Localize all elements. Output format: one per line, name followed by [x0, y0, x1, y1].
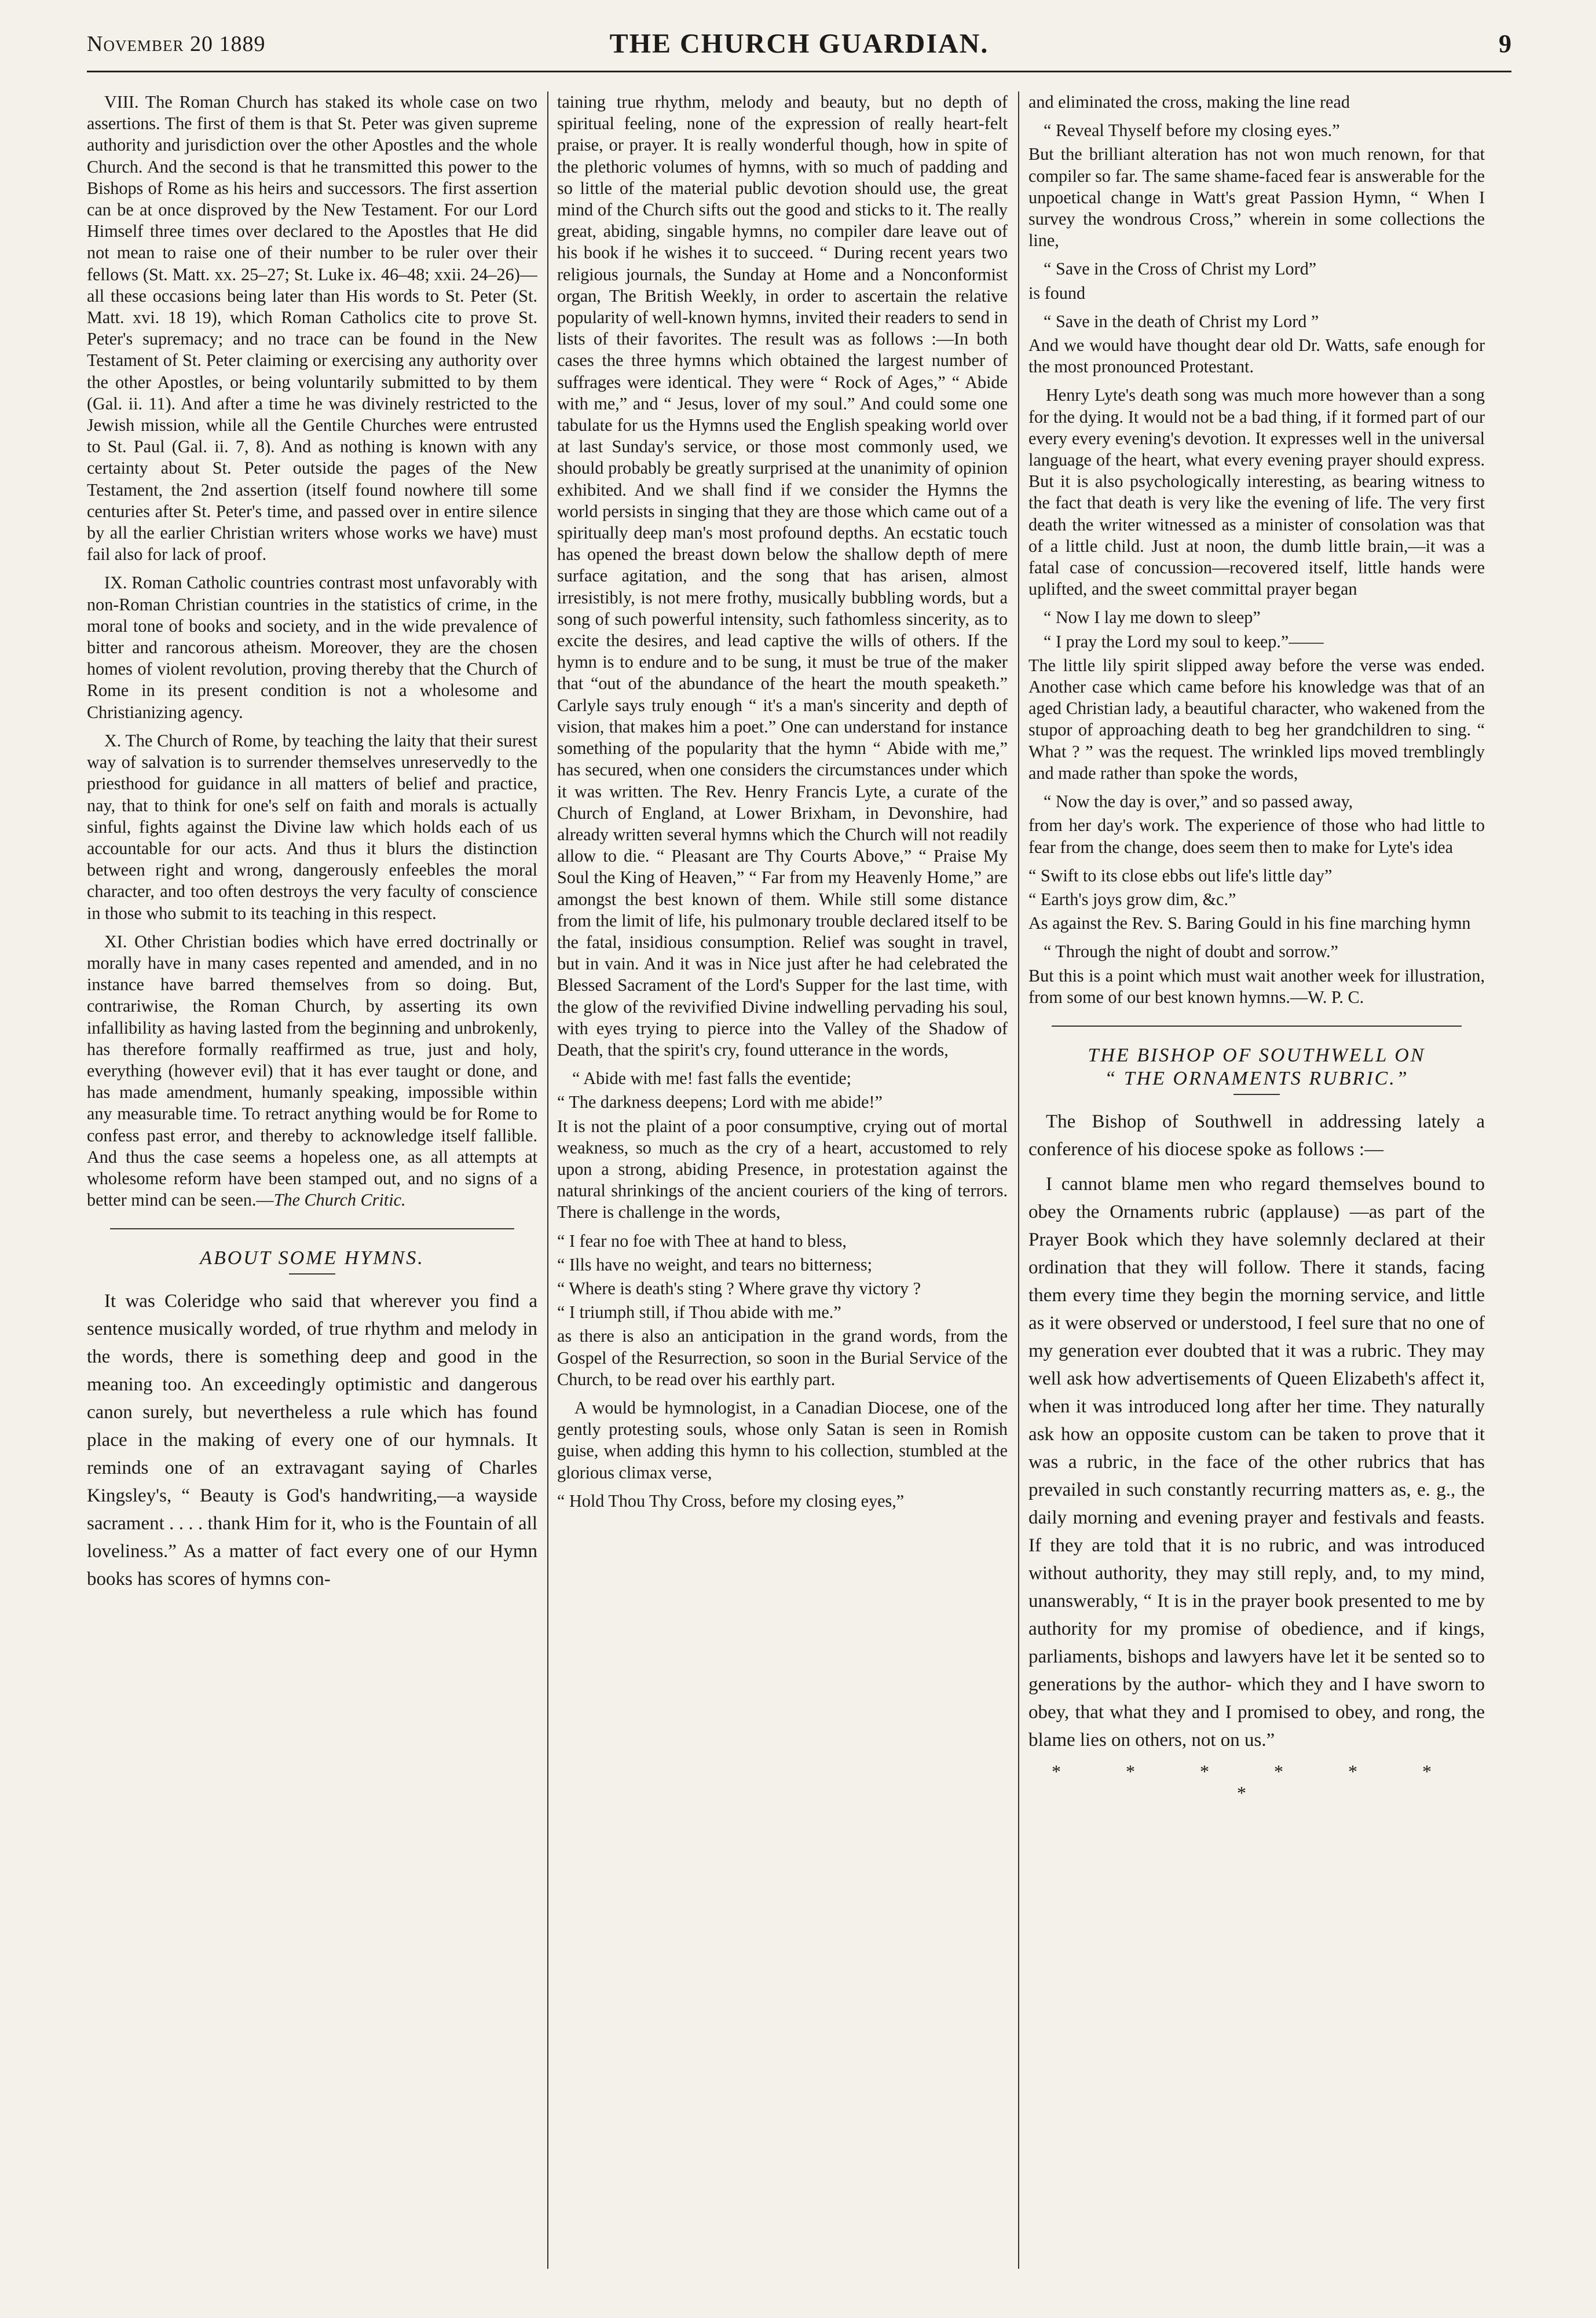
article-paragraph: It was Coleridge who said that wherever you find a sentence musically worded, of true rhythm and melody in the words, there is something deep and good in the meaning too. An exceedingly optimistic and dangerous canon surely, but nevertheless a rule which has found place in the making of every one of our hymnals. It reminds one of an extravagant saying of Charles Kingsley's, “ Beauty is God's handwriting,—a wayside sacrament . . . . thank Him for it, who is the Fountain of all loveliness.” As a matter of fact every one of our Hymn books has scores of hymns con-	[87, 1291, 537, 1590]
page-number: 9	[1499, 30, 1511, 58]
section-heading-hymns: ABOUT SOME HYMNS.	[200, 1247, 424, 1269]
masthead-title: THE CHURCH GUARDIAN.	[609, 28, 989, 59]
verse-line: “ The darkness deepens; Lord with me abide!”	[557, 1092, 883, 1112]
section-rule	[110, 1228, 514, 1229]
issue-date: November 20 1889	[87, 32, 266, 56]
heading-line: “ THE ORNAMENTS RUBRIC.”	[1104, 1067, 1409, 1089]
verse-line: “ Where is death's sting ? Where grave thy victory ?	[557, 1278, 921, 1298]
verse-line: “ I triumph still, if Thou abide with me.”	[557, 1302, 841, 1323]
verse-line: “ Through the night of doubt and sorrow.”	[1044, 942, 1338, 962]
heading-rule	[1233, 1094, 1280, 1095]
verse-line: “ Save in the Cross of Christ my Lord”	[1044, 259, 1317, 279]
article-paragraph: Henry Lyte's death song was much more however than a song for the dying. It would not be a bad thing, if it formed part of our every every evening's devotion. It expresses well in the universal language of the heart, what every evening prayer should express. But it is also psychologically interesting, as bearing witness to the fact that death is very like the evening of life. The very first death the writer witnessed as a minister of consolation was that of a little child. Just at noon, the dumb little brain,—it was a fatal case of concussion—recovered itself, little hands were uplifted, and the sweet committal prayer began	[1028, 385, 1485, 599]
article-paragraph: X. The Church of Rome, by teaching the laity that their surest way of salvation is to surrender themselves unreservedly to the priesthood for guidance in all matters of belief and practice, nay, that to think for one's self on faith and morals is actually sinful, fights against the Divine law which holds each of us accountable for our acts. And thus it blurs the distinction between right and wrong, dangerously enfeebles the moral character, and too often destroys the very faculty of conscience in those who submit to its teaching in this respect.	[87, 730, 537, 923]
article-paragraph: is found	[1028, 283, 1086, 303]
article-paragraph: I cannot blame men who regard themselves bound to obey the Ornaments rubric (applause) —as part of the Prayer Book which they have solemnly declared at their ordination that they will follow. There it stands, facing them every time they begin the morning service, and little as it were observed or understood, I feel sure that no one of my generation ever doubted that it was a rubric. They may well ask how advertisements of Queen Elizabeth's affect it, when it was introduced long after her time. They naturally ask how an opposite custom can be taken to prove that it was a rubric, in the face of the other rubrics that has prevailed in such constantly recurring matters as, e. g., the daily morning and evening prayer and festivals and feasts. If they are told that it is no rubric, and was introduced without authority, they may still reply, and, to my mind, unanswerably, “ It is in the prayer book presented to me by authority for my promise of obedience, and if kings, parliaments, bishops and lawyers have let it be sented so to generations by the author- which they and I have sworn to obey, that what they and I promised to obey, and rong, the blame lies on others, not on us.”	[1028, 1173, 1485, 1751]
column-divider	[547, 91, 548, 2269]
paragraph-text: XI. Other Christian bodies which have erred doctrinally or morally have in many cases repented and amended, and in no instance have barred themselves from so doing. But, contrariwise, the Roman Church, by asserting its own infallibility as having lasted from the beginning and unbrokenly, has therefore formally reaffirmed as true, just and holy, everything (however evil) that it has ever taught or done, and has made amendment, humanly speaking, impossible within any measurable time. To retract anything would be for Rome to confess past error, and thereby to acknowledge itself fallible. And thus the case seems a hopeless one, as all attempts at wholesome reform have been stamped out, and no signs of a better mind can be seen.—	[87, 931, 537, 1210]
header-rule	[87, 71, 1511, 72]
article-paragraph: IX. Roman Catholic countries contrast most unfavorably with non-Roman Christian countries in the statistics of crime, in the moral tone of books and society, and in the wide prevalence of bitter and rancorous atheism. Moreover, they are the chosen homes of violent revolution, proving thereby that the Church of Rome in its present condition is not a wholesome and Christianizing agency.	[87, 573, 537, 722]
article-paragraph	[87, 931, 537, 1211]
section-end-stars: * * * * * * *	[1052, 1760, 1462, 1804]
article-paragraph: As against the Rev. S. Baring Gould in his fine marching hymn	[1028, 913, 1471, 933]
verse-line: “ Earth's joys grow dim, &c.”	[1028, 889, 1236, 909]
verse-line: “ Hold Thou Thy Cross, before my closing eyes,”	[557, 1491, 905, 1511]
section-rule	[1052, 1026, 1462, 1027]
verse-line: “ Swift to its close ebbs out life's little day”	[1028, 865, 1333, 885]
column-2	[557, 91, 1008, 2269]
verse-line: “ Ills have no weight, and tears no bitterness;	[557, 1254, 873, 1275]
column-1	[87, 91, 537, 2269]
verse-line: “ Abide with me! fast falls the eventide;	[572, 1068, 852, 1089]
article-paragraph: from her day's work. The experience of those who had little to fear from the change, does seem then to make for Lyte's idea	[1028, 815, 1485, 857]
article-paragraph: But the brilliant alteration has not won much renown, for that compiler so far. The same shame-faced fear is answerable for the unpoetical change in Watt's great Passion Hymn, “ When I survey the wondrous Cross,” wherein in some collections the line,	[1028, 144, 1485, 251]
column-divider	[1018, 91, 1019, 2269]
article-paragraph: taining true rhythm, melody and beauty, but no depth of spiritual feeling, none of the expression of really heart-felt praise, or prayer. It is really wonderful though, how in spite of the plethoric volumes of hymns, with so much of padding and so little of the material public devotion should use, the great mind of the Church sifts out the good and sticks to it. The really great, abiding, singable hymns, no compiler dare leave out of his book if he wishes it to succeed. “ During recent years two religious journals, the Sunday at Home and a Nonconformist organ, The British Weekly, in order to ascertain the relative popularity of well-known hymns, invited their readers to send in lists of their favorites. The result was as follows :—In both cases the three hymns which obtained the largest number of suffrages were identical. They were “ Rock of Ages,” “ Abide with me,” and “ Jesus, lover of my soul.” And could some one tabulate for us the Hymns used the English speaking world over at last Sunday's service, or those most commonly used, we should probably be greatly surprised at the unanimity of opinion exhibited. And we shall find if we consider the Hymns the world persists in singing that they are those which came out of a spiritually deep man's most profound depths. An ecstatic touch has opened the breast down below the shallow depth of mere surface agitation, and the song that has arisen, almost irresistibly, is not mere frothy, musically bubbling words, but a song of such powerful intensity, such fathomless sincerity, as to excite the desires, and lead captive the wills of others. If the hymn is to endure and to be sung, it must be true of the maker that “out of the abundance of the heart the mouth speaketh.” Carlyle says truly enough “ it's a man's sincerity and depth of vision, that makes him a poet.” One can understand for instance something of the popularity that the hymn “ Abide with me,” has secured, when one considers the circumstances under which it was written. The Rev. Henry Francis Lyte, a curate of the Church of England, at Lower Brixham, in Devonshire, had already written several hymns which the Church will not readily allow to die. “ Pleasant are Thy Courts Above,” “ Praise My Soul the King of Heaven,” “ Far from my Heavenly Home,” are amongst the best known of them. While still some distance from the limit of life, his pulmonary trouble declared itself to be the fatal, insidious consumption. Relief was sought in travel, but in vain. And it was in Nice just after he had celebrated the Blessed Sacrament of the Lord's Supper for the last time, with the glow of the revivified Divine indwelling pervading his soul, with eyes trying to pierce into the Valley of the Shadow of Death, that the spirit's cry, found utterance in the words,	[557, 92, 1008, 1060]
heading-line: THE BISHOP OF SOUTHWELL ON	[1088, 1044, 1426, 1066]
verse-line: “ Now I lay me down to sleep”	[1044, 607, 1261, 628]
verse-line: “ Save in the death of Christ my Lord ”	[1044, 311, 1319, 331]
verse-line: “ I fear no foe with Thee at hand to bless,	[557, 1231, 847, 1251]
verse-line: “ I pray the Lord my soul to keep.”——	[1044, 631, 1324, 651]
article-paragraph: VIII. The Roman Church has staked its whole case on two assertions. The first of them is that St. Peter was given supreme authority and jurisdiction over the other Apostles and the whole Church. And the second is that he transmitted this power to the Bishops of Rome as his heirs and successors. The first assertion can be at once disproved by the New Testament. For our Lord Himself three times over declared to the Apostles that He did not mean to raise one of their number to be ruler over their fellows (St. Matt. xx. 25–27; St. Luke ix. 46–48; xxii. 24–26)—all these occasions being later than His words to St. Peter (St. Matt. xvi. 18 19), which Roman Catholics cite to prove St. Peter's supremacy; and no trace can be found in the New Testament of St. Peter claiming or exercising any authority over the other Apostles, or being voluntarily submitted to by them (Gal. ii. 11). And after a time he was divinely restricted to the Jewish mission, while all the Gentile Churches were entrusted to St. Paul (Gal. ii. 7, 8). And as nothing is known with any certainty about St. Peter outside the pages of the New Testament, the 2nd assertion (itself found nowhere till some centuries after St. Peter's time, and passed over in entire silence by all the earlier Christian writers whose works we have) must fail also for lack of proof.	[87, 92, 537, 565]
article-paragraph: It is not the plaint of a poor consumptive, crying out of mortal weakness, so much as the cry of a heart, accustomed to rely upon a strong, abiding Presence, in protestation against the natural shrinkings of the ancient couriers of the king of terrors. There is challenge in the words,	[557, 1116, 1008, 1222]
article-paragraph: as there is also an anticipation in the grand words, from the Gospel of the Resurrection, so soon in the Burial Service of the Church, to be read over his earthly part.	[557, 1326, 1008, 1389]
column-3	[1028, 91, 1485, 2269]
article-paragraph: and eliminated the cross, making the line read	[1028, 92, 1350, 112]
running-head	[75, 21, 1523, 61]
source-citation: The Church Critic.	[273, 1190, 406, 1210]
article-paragraph: And we would have thought dear old Dr. Watts, safe enough for the most pronounced Protestant.	[1028, 335, 1485, 377]
article-paragraph: The little lily spirit slipped away before the verse was ended. Another case which came before his knowledge was that of an aged Christian lady, a beautiful character, who wakened from the stupor of approaching death to beg her grandchildren to sing. “ What ? ” was the request. The wrinkled lips moved tremblingly and made rather than spoke the words,	[1028, 655, 1485, 783]
article-paragraph: The Bishop of Southwell in addressing lately a conference of his diocese spoke as follows :—	[1028, 1111, 1485, 1160]
verse-line: “ Now the day is over,” and so passed away,	[1044, 792, 1353, 812]
section-heading-southwell	[1028, 1044, 1485, 1090]
article-paragraph: But this is a point which must wait another week for illustration, from some of our best known hymns.—W. P. C.	[1028, 965, 1485, 1007]
verse-line: “ Reveal Thyself before my closing eyes.”	[1044, 120, 1340, 141]
heading-rule	[289, 1273, 335, 1275]
article-paragraph: A would be hymnologist, in a Canadian Diocese, one of the gently protesting souls, whose only Satan is seen in Romish guise, when adding this hymn to his collection, stumbled at the glorious climax verse,	[557, 1397, 1008, 1482]
